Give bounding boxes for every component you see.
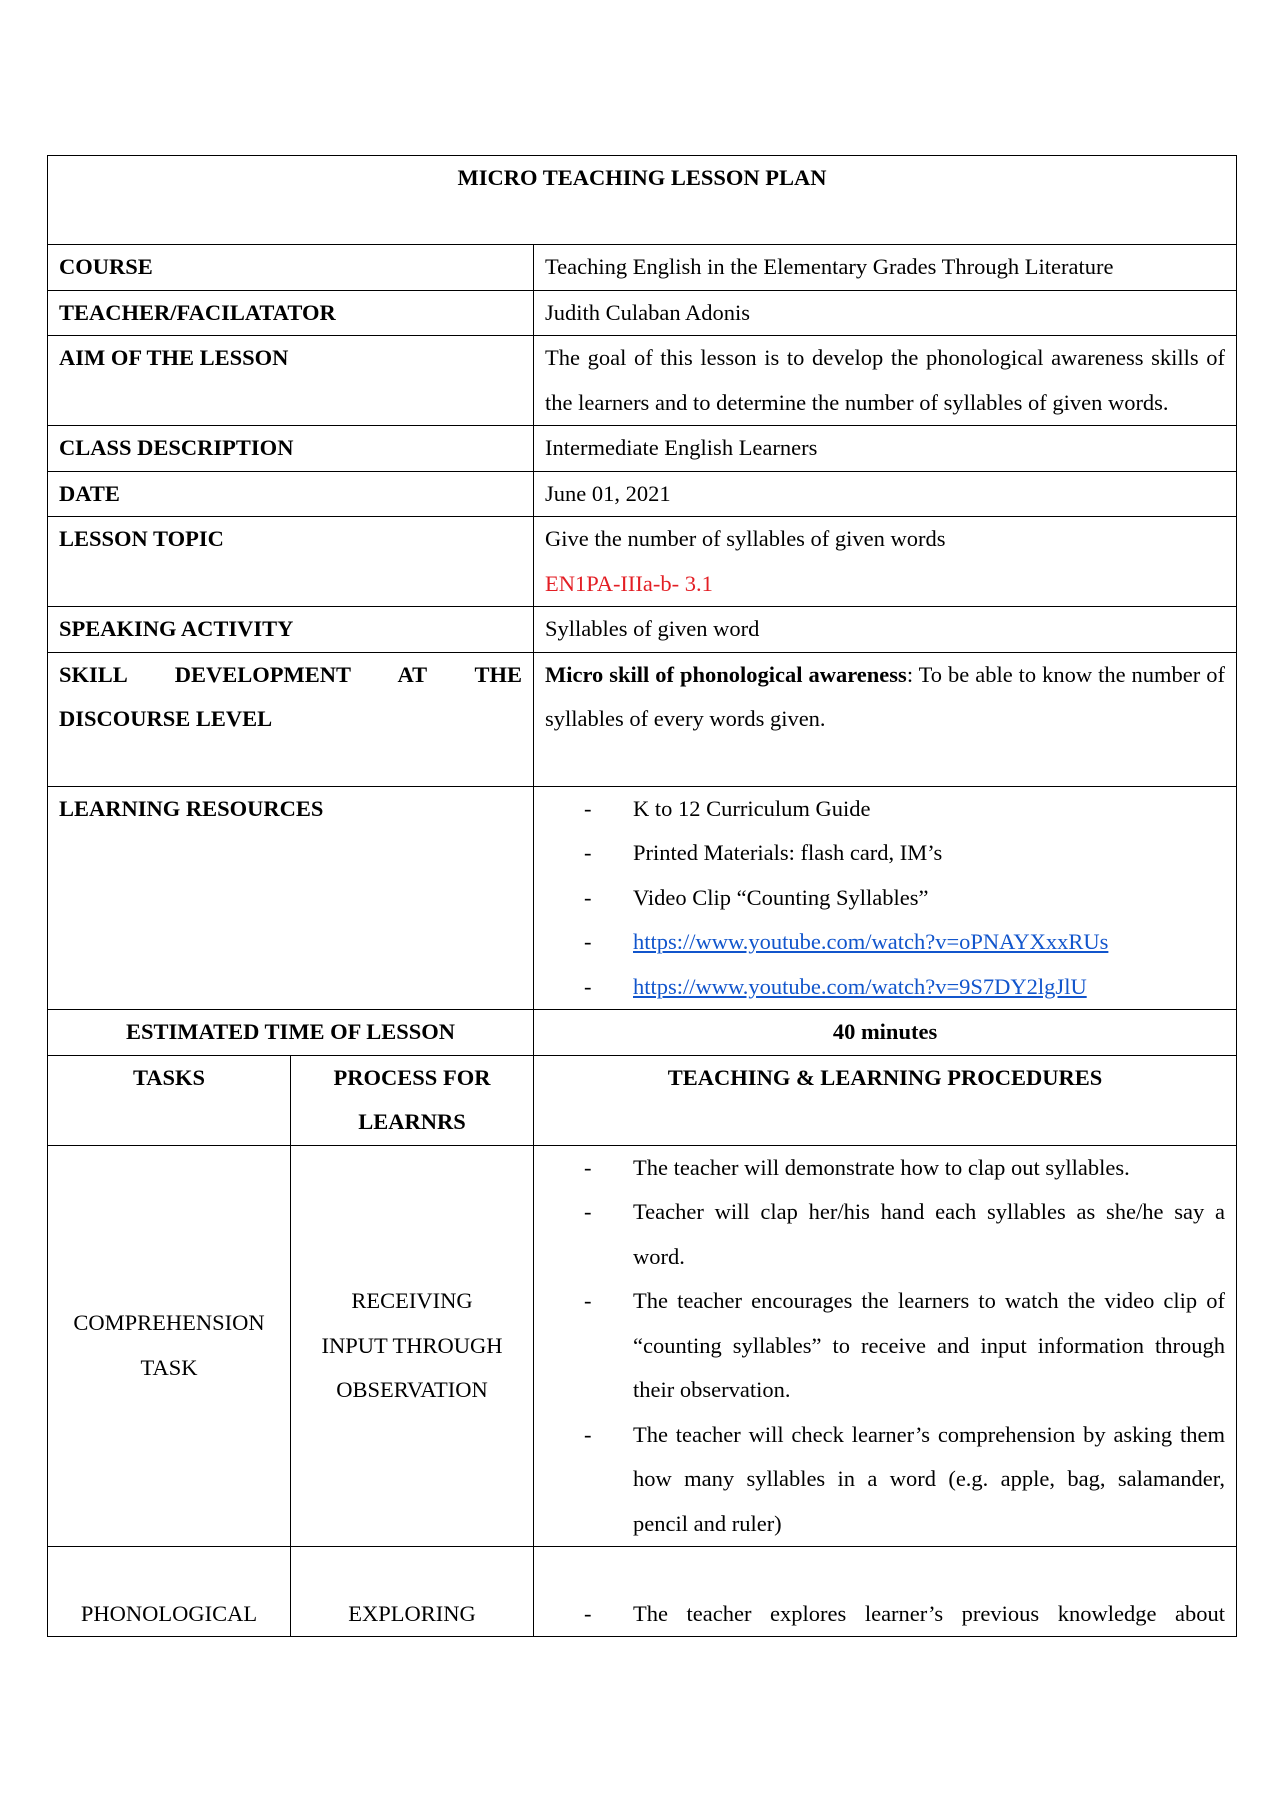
topic-value: Give the number of syllables of given words [545,526,946,551]
resource-item: - Printed Materials: flash card, IM’s [545,831,1225,876]
aim-row [48,336,1237,426]
phonological-process: EXPLORING [291,1547,534,1637]
class-label: CLASS DESCRIPTION [48,426,534,472]
speaking-label: SPEAKING ACTIVITY [48,607,534,653]
comprehension-process-line3: OBSERVATION [336,1377,488,1402]
phonological-row [48,1547,1237,1637]
skill-value-bold: Micro skill of phonological awareness [545,661,907,687]
resource-link-item [545,965,1225,1010]
skill-label-cell [48,652,534,786]
process-header-line2: LEARNRS [358,1109,466,1134]
comprehension-process-line1: RECEIVING [351,1288,473,1313]
aim-label: AIM OF THE LESSON [48,336,534,426]
speaking-value: Syllables of given word [534,607,1237,653]
resource-link[interactable]: https://www.youtube.com/watch?v=9S7DY2lgJlU [633,973,1087,999]
date-label: DATE [48,471,534,517]
comprehension-task-line1: COMPREHENSION [73,1310,265,1336]
phonological-task: PHONOLOGICAL [48,1547,291,1637]
speaking-row [48,607,1237,653]
teacher-row [48,290,1237,336]
resource-item: - K to 12 Curriculum Guide [545,787,1225,832]
skill-label-line1: SKILL DEVELOPMENT AT THE [59,661,522,687]
phonological-procedures [534,1547,1237,1637]
resources-list [545,787,1225,1010]
comprehension-task [48,1145,291,1547]
resource-link[interactable]: https://www.youtube.com/watch?v=oPNAYXxxRUs [633,929,1109,954]
topic-label: LESSON TOPIC [48,517,534,607]
header-row [48,1055,1237,1145]
topic-row [48,517,1237,607]
process-header-line1: PROCESS FOR [333,1064,491,1090]
procedure-step: - The teacher will check learner’s comprehension by asking them how many syllables in a word (e.g. apple, bag, salamander, pencil and ruler) [545,1413,1225,1547]
course-row [48,245,1237,291]
comprehension-steps [545,1146,1225,1547]
comprehension-row [48,1145,1237,1547]
skill-label-line2: DISCOURSE LEVEL [59,706,273,731]
time-row [48,1010,1237,1056]
skill-value-rest: : To be able to know the number of syllables of every words given. [545,661,1226,731]
title-row [48,156,1237,245]
comprehension-process [291,1145,534,1547]
aim-value: The goal of this lesson is to develop the phonological awareness skills of the learners and to determine the number of syllables of given words. [534,336,1237,426]
procedure-step: - The teacher explores learner’s previous knowledge about [545,1592,1225,1637]
teacher-value: Judith Culaban Adonis [534,290,1237,336]
phonological-steps [545,1592,1225,1637]
procedure-step: - The teacher will demonstrate how to clap out syllables. [545,1146,1225,1191]
resources-row [48,786,1237,1010]
topic-code: EN1PA-IIIa-b- 3.1 [545,570,713,596]
class-value: Intermediate English Learners [534,426,1237,472]
course-label: COURSE [48,245,534,291]
teacher-label: TEACHER/FACILATATOR [48,290,534,336]
resources-label: LEARNING RESOURCES [48,786,534,1010]
comprehension-procedures [534,1145,1237,1547]
resource-item: - Video Clip “Counting Syllables” [545,876,1225,921]
time-value: 40 minutes [534,1010,1237,1056]
procedure-step: - The teacher encourages the learners to watch the video clip of “counting syllables” to receive and input information through their observation. [545,1279,1225,1413]
resource-link-item [545,920,1225,965]
date-row [48,471,1237,517]
lesson-plan-table [47,155,1237,1637]
tasks-header: TASKS [48,1055,291,1145]
class-row [48,426,1237,472]
time-label: ESTIMATED TIME OF LESSON [48,1010,534,1056]
procedure-step: - Teacher will clap her/his hand each syllables as she/he say a word. [545,1190,1225,1279]
skill-row [48,652,1237,786]
course-value: Teaching English in the Elementary Grades Through Literature [534,245,1237,291]
process-header [291,1055,534,1145]
comprehension-process-line2: INPUT THROUGH [321,1332,503,1358]
resources-cell [534,786,1237,1010]
topic-cell [534,517,1237,607]
comprehension-task-line2: TASK [140,1354,198,1380]
skill-value [534,652,1237,786]
procedures-header: TEACHING & LEARNING PROCEDURES [534,1055,1237,1145]
date-value: June 01, 2021 [534,471,1237,517]
page-title: MICRO TEACHING LESSON PLAN [48,156,1237,245]
